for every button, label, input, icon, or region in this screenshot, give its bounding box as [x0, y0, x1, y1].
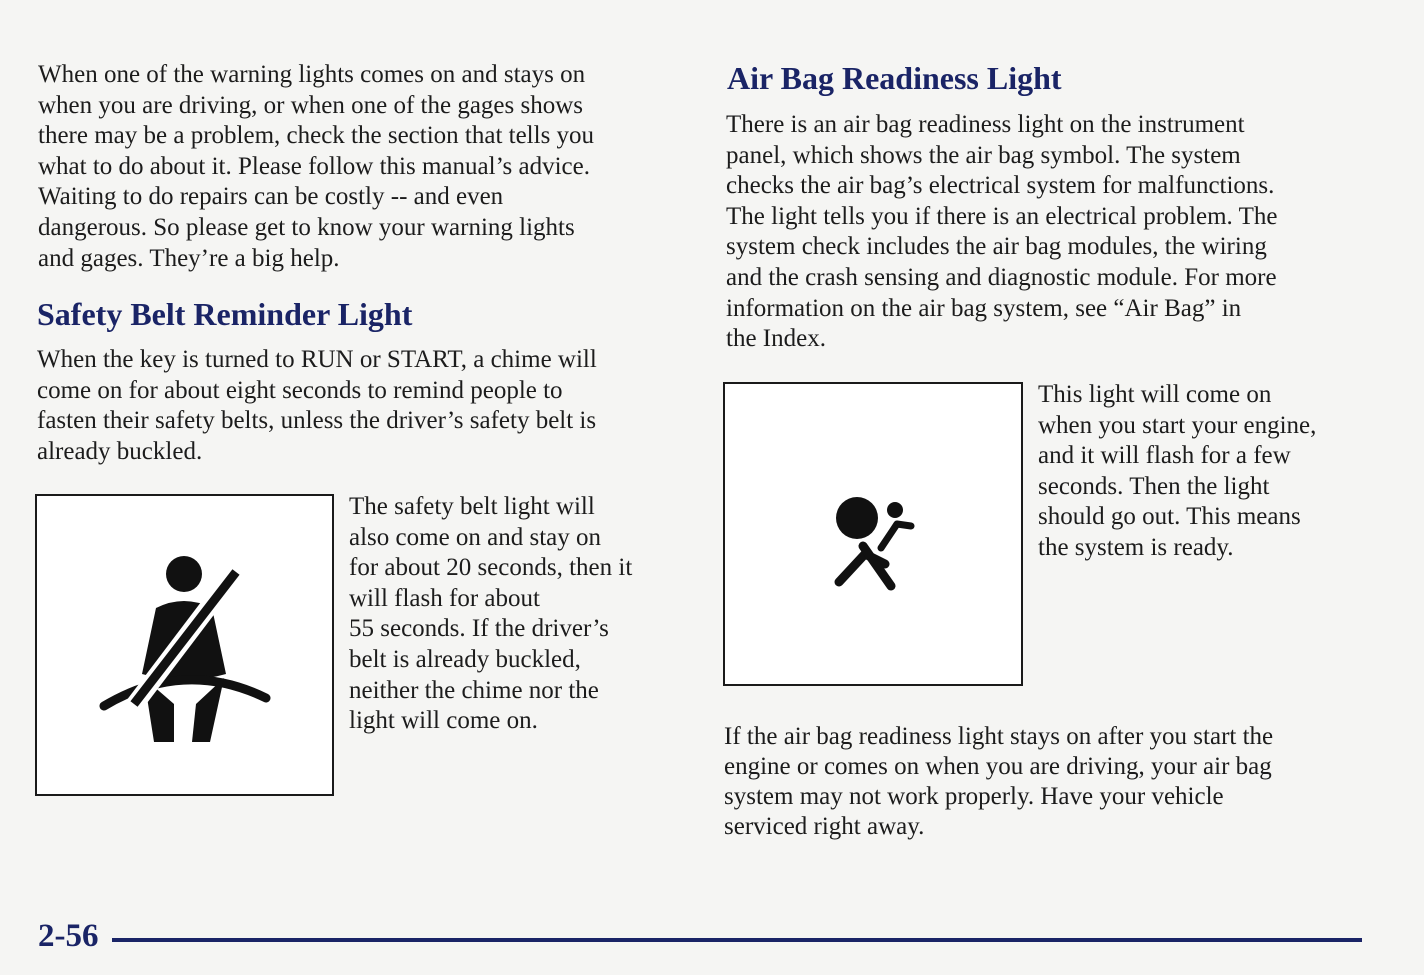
safety-belt-side-text — [349, 492, 632, 737]
safety-belt-icon — [92, 546, 292, 756]
text-line: When one of the warning lights comes on and stays on — [38, 61, 586, 88]
air-bag-closing-paragraph — [724, 722, 1273, 842]
text-line: When the key is turned to RUN or START, a chime will — [37, 346, 597, 373]
text-line: The light tells you if there is an electrical problem. The — [726, 202, 1278, 230]
text-line: If the air bag readiness light stays on after you start the — [724, 723, 1274, 750]
text-line: when you start your engine, — [1038, 411, 1317, 439]
text-line: the Index. — [726, 325, 826, 353]
air-bag-icon — [823, 490, 933, 600]
text-line: belt is already buckled, — [349, 645, 581, 673]
text-line: and it will flash for a few — [1038, 442, 1291, 470]
text-line: There is an air bag readiness light on the instrument — [726, 111, 1245, 138]
text-line: panel, which shows the air bag symbol. The system — [726, 141, 1241, 169]
text-line: dangerous. So please get to know your warning lights — [38, 213, 575, 241]
text-line: and the crash sensing and diagnostic module. For more — [726, 263, 1277, 291]
text-line: checks the air bag’s electrical system for malfunctions. — [726, 172, 1275, 200]
air-bag-figure — [723, 382, 1023, 686]
text-line: information on the air bag system, see “Air Bag” in — [726, 294, 1242, 322]
text-line: and gages. They’re a big help. — [38, 244, 340, 272]
text-line: system check includes the air bag modules, the wiring — [726, 233, 1267, 261]
page-number: 2-56 — [38, 918, 99, 954]
text-line: come on for about eight seconds to remind people to — [37, 376, 563, 404]
air-bag-heading: Air Bag Readiness Light — [727, 60, 1062, 96]
text-line: what to do about it. Please follow this manual’s advice. — [38, 152, 590, 180]
text-line: neither the chime nor the — [349, 676, 599, 704]
text-line: serviced right away. — [724, 813, 925, 840]
text-line: should go out. This means — [1038, 503, 1301, 531]
text-line: 55 seconds. If the driver’s — [349, 615, 609, 643]
text-line: when you are driving, or when one of the gages shows — [38, 91, 584, 119]
text-line: seconds. Then the light — [1038, 472, 1270, 500]
air-bag-side-text — [1038, 380, 1316, 564]
text-line: light will come on. — [349, 707, 538, 735]
text-line: will flash for about — [349, 584, 540, 612]
text-line: system may not work properly. Have your vehicle — [724, 783, 1224, 810]
text-line: the system is ready. — [1038, 533, 1234, 561]
safety-belt-heading: Safety Belt Reminder Light — [37, 296, 413, 332]
intro-paragraph — [38, 60, 594, 274]
text-line: for about 20 seconds, then it — [349, 554, 633, 582]
text-line: The safety belt light will — [349, 493, 595, 520]
text-line: also come on and stay on — [349, 523, 602, 551]
safety-belt-figure — [35, 494, 334, 796]
text-line: Waiting to do repairs can be costly -- and even — [38, 183, 504, 211]
text-line: already buckled. — [37, 437, 203, 465]
text-line: fasten their safety belts, unless the driver’s safety belt is — [37, 407, 597, 435]
text-line: This light will come on — [1038, 381, 1272, 408]
safety-belt-paragraph — [37, 345, 597, 467]
air-bag-paragraph — [726, 110, 1277, 355]
footer-rule — [112, 938, 1362, 942]
text-line: engine or comes on when you are driving, your air bag — [724, 753, 1272, 780]
text-line: there may be a problem, check the section that tells you — [38, 122, 595, 150]
